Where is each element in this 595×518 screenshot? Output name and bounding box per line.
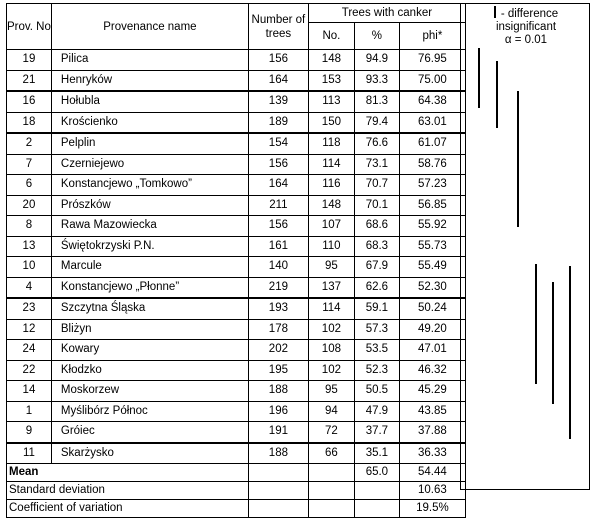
cell-empty xyxy=(308,464,354,482)
summary-row xyxy=(7,482,466,500)
legend-line-2: insignificant xyxy=(495,21,557,33)
table-row xyxy=(7,175,466,196)
table-row xyxy=(7,422,466,443)
cell-number-of-trees: 189 xyxy=(248,112,308,133)
cell-canker-pct: 67.9 xyxy=(354,257,399,278)
cell-phi: 43.85 xyxy=(399,401,465,422)
cell-prov-no: 9 xyxy=(7,422,52,443)
cell-prov-no: 4 xyxy=(7,277,52,298)
cell-phi: 56.85 xyxy=(399,195,465,216)
cell-provenance-name: Henryków xyxy=(51,70,248,91)
legend-line-1: - difference xyxy=(500,8,559,20)
legend-bar-icon xyxy=(494,6,496,18)
cell-provenance-name: Szczytna Śląska xyxy=(51,298,248,319)
cell-prov-no: 10 xyxy=(7,257,52,278)
table-row xyxy=(7,70,466,91)
cell-provenance-name: Gróiec xyxy=(51,422,248,443)
standard-deviation-label: Standard deviation xyxy=(7,482,249,500)
cell-provenance-name: Rawa Mazowiecka xyxy=(51,216,248,237)
cell-phi: 57.23 xyxy=(399,175,465,196)
cell-provenance-name: Konstancjewo „Tomkowo” xyxy=(51,175,248,196)
cell-canker-pct: 47.9 xyxy=(354,401,399,422)
cell-canker-no: 148 xyxy=(308,195,354,216)
table-row xyxy=(7,298,466,319)
significance-bar xyxy=(496,61,498,128)
header-prov-no: Prov. No xyxy=(7,4,52,50)
cell-provenance-name: Krościenko xyxy=(51,112,248,133)
cell-canker-pct: 57.3 xyxy=(354,319,399,340)
header-number-of-trees: Number of trees xyxy=(248,4,308,50)
cell-prov-no: 14 xyxy=(7,381,52,402)
table-row xyxy=(7,360,466,381)
coefficient-of-variation-label: Coefficient of variation xyxy=(7,500,249,518)
cell-phi: 47.01 xyxy=(399,340,465,361)
cell-empty xyxy=(248,482,308,500)
table-row xyxy=(7,133,466,154)
cell-phi: 55.73 xyxy=(399,236,465,257)
mean-label: Mean xyxy=(7,464,249,482)
significance-bar xyxy=(517,91,519,227)
cell-number-of-trees: 211 xyxy=(248,195,308,216)
cell-phi: 61.07 xyxy=(399,133,465,154)
cell-prov-no: 21 xyxy=(7,70,52,91)
cell-canker-no: 108 xyxy=(308,340,354,361)
cell-empty xyxy=(308,482,354,500)
cell-canker-no: 110 xyxy=(308,236,354,257)
cell-canker-pct: 68.3 xyxy=(354,236,399,257)
cell-number-of-trees: 164 xyxy=(248,70,308,91)
cell-provenance-name: Marcule xyxy=(51,257,248,278)
header-pct: % xyxy=(354,23,399,50)
cell-phi: 36.33 xyxy=(399,443,465,464)
cell-prov-no: 11 xyxy=(7,443,52,464)
table-row xyxy=(7,443,466,464)
cell-number-of-trees: 219 xyxy=(248,277,308,298)
cell-phi: 58.76 xyxy=(399,154,465,175)
significance-bar xyxy=(552,282,554,404)
cell-canker-no: 118 xyxy=(308,133,354,154)
cell-canker-no: 116 xyxy=(308,175,354,196)
cell-prov-no: 20 xyxy=(7,195,52,216)
summary-row xyxy=(7,464,466,482)
cell-provenance-name: Konstancjewo „Płonne” xyxy=(51,277,248,298)
canker-table-container xyxy=(6,3,466,518)
cell-prov-no: 16 xyxy=(7,91,52,112)
table-row xyxy=(7,257,466,278)
cell-provenance-name: Hołubla xyxy=(51,91,248,112)
cell-empty xyxy=(248,464,308,482)
cell-canker-pct: 35.1 xyxy=(354,443,399,464)
cell-canker-no: 95 xyxy=(308,381,354,402)
cell-summary-pct xyxy=(354,482,399,500)
cell-number-of-trees: 139 xyxy=(248,91,308,112)
cell-summary-pct: 65.0 xyxy=(354,464,399,482)
table-row xyxy=(7,154,466,175)
cell-prov-no: 22 xyxy=(7,360,52,381)
cell-number-of-trees: 193 xyxy=(248,298,308,319)
cell-prov-no: 1 xyxy=(7,401,52,422)
cell-canker-no: 72 xyxy=(308,422,354,443)
cell-canker-no: 114 xyxy=(308,154,354,175)
header-provenance-name: Provenance name xyxy=(51,4,248,50)
table-row xyxy=(7,195,466,216)
header-no: No. xyxy=(308,23,354,50)
significance-bar xyxy=(478,48,480,108)
table-row xyxy=(7,381,466,402)
cell-prov-no: 6 xyxy=(7,175,52,196)
table-row xyxy=(7,50,466,71)
cell-provenance-name: Prószków xyxy=(51,195,248,216)
table-row xyxy=(7,91,466,112)
cell-canker-pct: 93.3 xyxy=(354,70,399,91)
cell-phi: 50.24 xyxy=(399,298,465,319)
table-row xyxy=(7,112,466,133)
cell-canker-pct: 59.1 xyxy=(354,298,399,319)
cell-provenance-name: Czerniejewo xyxy=(51,154,248,175)
cell-phi: 52.30 xyxy=(399,277,465,298)
cell-prov-no: 12 xyxy=(7,319,52,340)
cell-canker-no: 94 xyxy=(308,401,354,422)
cell-canker-pct: 52.3 xyxy=(354,360,399,381)
cell-phi: 46.32 xyxy=(399,360,465,381)
cell-number-of-trees: 154 xyxy=(248,133,308,154)
header-trees-with-canker: Trees with canker xyxy=(308,4,465,23)
significance-bar xyxy=(535,264,537,384)
cell-phi: 49.20 xyxy=(399,319,465,340)
cell-number-of-trees: 202 xyxy=(248,340,308,361)
cell-canker-no: 153 xyxy=(308,70,354,91)
cell-number-of-trees: 188 xyxy=(248,443,308,464)
cell-number-of-trees: 156 xyxy=(248,50,308,71)
cell-phi: 55.92 xyxy=(399,216,465,237)
cell-summary-pct xyxy=(354,500,399,518)
table-row xyxy=(7,340,466,361)
cell-phi: 45.29 xyxy=(399,381,465,402)
cell-canker-pct: 94.9 xyxy=(354,50,399,71)
cell-summary-phi: 54.44 xyxy=(399,464,465,482)
cell-canker-pct: 53.5 xyxy=(354,340,399,361)
cell-phi: 63.01 xyxy=(399,112,465,133)
summary-row xyxy=(7,500,466,518)
cell-summary-phi: 19.5% xyxy=(399,500,465,518)
cell-empty xyxy=(248,500,308,518)
cell-provenance-name: Kłodzko xyxy=(51,360,248,381)
cell-canker-no: 148 xyxy=(308,50,354,71)
table-row xyxy=(7,216,466,237)
cell-canker-no: 113 xyxy=(308,91,354,112)
cell-prov-no: 24 xyxy=(7,340,52,361)
cell-number-of-trees: 191 xyxy=(248,422,308,443)
significance-bar xyxy=(569,266,571,439)
cell-provenance-name: Kowary xyxy=(51,340,248,361)
header-phi: phi* xyxy=(399,23,465,50)
cell-prov-no: 23 xyxy=(7,298,52,319)
cell-number-of-trees: 156 xyxy=(248,154,308,175)
cell-summary-phi: 10.63 xyxy=(399,482,465,500)
cell-canker-pct: 37.7 xyxy=(354,422,399,443)
cell-phi: 37.88 xyxy=(399,422,465,443)
header-row-1 xyxy=(7,4,466,23)
cell-number-of-trees: 188 xyxy=(248,381,308,402)
legend-text xyxy=(461,6,591,47)
cell-canker-pct: 76.6 xyxy=(354,133,399,154)
cell-canker-pct: 50.5 xyxy=(354,381,399,402)
cell-canker-pct: 81.3 xyxy=(354,91,399,112)
cell-prov-no: 19 xyxy=(7,50,52,71)
cell-number-of-trees: 164 xyxy=(248,175,308,196)
cell-canker-pct: 68.6 xyxy=(354,216,399,237)
cell-provenance-name: Skarżysko xyxy=(51,443,248,464)
cell-prov-no: 18 xyxy=(7,112,52,133)
cell-prov-no: 2 xyxy=(7,133,52,154)
cell-number-of-trees: 196 xyxy=(248,401,308,422)
cell-number-of-trees: 156 xyxy=(248,216,308,237)
cell-number-of-trees: 178 xyxy=(248,319,308,340)
cell-canker-no: 114 xyxy=(308,298,354,319)
cell-canker-no: 102 xyxy=(308,360,354,381)
cell-canker-no: 102 xyxy=(308,319,354,340)
cell-prov-no: 7 xyxy=(7,154,52,175)
cell-empty xyxy=(308,500,354,518)
cell-canker-pct: 70.7 xyxy=(354,175,399,196)
table-row xyxy=(7,319,466,340)
cell-canker-pct: 70.1 xyxy=(354,195,399,216)
legend-line-3: α = 0.01 xyxy=(504,34,548,46)
cell-provenance-name: Myślibórz Północ xyxy=(51,401,248,422)
cell-canker-no: 150 xyxy=(308,112,354,133)
cell-canker-no: 95 xyxy=(308,257,354,278)
cell-phi: 64.38 xyxy=(399,91,465,112)
provenance-table xyxy=(6,3,466,518)
cell-provenance-name: Pilica xyxy=(51,50,248,71)
cell-provenance-name: Bliżyn xyxy=(51,319,248,340)
cell-phi: 75.00 xyxy=(399,70,465,91)
cell-provenance-name: Świętokrzyski P.N. xyxy=(51,236,248,257)
cell-prov-no: 8 xyxy=(7,216,52,237)
cell-canker-pct: 62.6 xyxy=(354,277,399,298)
cell-phi: 76.95 xyxy=(399,50,465,71)
cell-prov-no: 13 xyxy=(7,236,52,257)
cell-phi: 55.49 xyxy=(399,257,465,278)
cell-canker-no: 137 xyxy=(308,277,354,298)
cell-canker-pct: 73.1 xyxy=(354,154,399,175)
cell-provenance-name: Pelplin xyxy=(51,133,248,154)
cell-number-of-trees: 161 xyxy=(248,236,308,257)
significance-legend xyxy=(460,3,590,490)
cell-canker-pct: 79.4 xyxy=(354,112,399,133)
cell-number-of-trees: 195 xyxy=(248,360,308,381)
cell-number-of-trees: 140 xyxy=(248,257,308,278)
cell-canker-no: 66 xyxy=(308,443,354,464)
table-row xyxy=(7,277,466,298)
cell-canker-no: 107 xyxy=(308,216,354,237)
table-row xyxy=(7,401,466,422)
table-row xyxy=(7,236,466,257)
cell-provenance-name: Moskorzew xyxy=(51,381,248,402)
